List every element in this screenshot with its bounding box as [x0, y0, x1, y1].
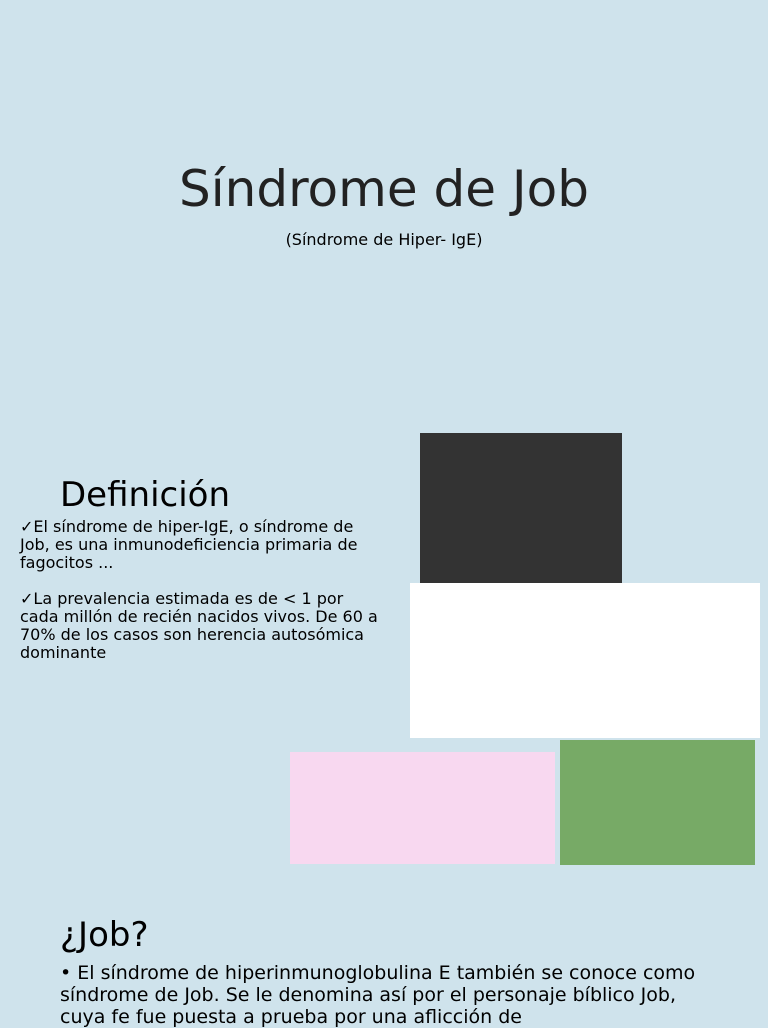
definition-text: ✓El síndrome de hiper-IgE, o síndrome de Job, es una inmunodeficiencia primaria de fagocitos ... ✓La prevalencia estimada es de < 1 por cada millón de recién nacidos vivos. De 60 a 70% de los casos son herencia autosómica dominante — [20, 517, 378, 662]
xray-image — [420, 433, 622, 583]
immunoglobulin-table — [410, 583, 760, 738]
definition-heading: Definición — [60, 475, 230, 515]
subtitle: (Síndrome de Hiper- IgE) — [285, 230, 483, 249]
job-text: • El síndrome de hiperinmunoglobulina E también se conoce como síndrome de Job. Se le denomina así por el personaje bíblico Job, cuya fe fue puesta a prueba por una aflicción de — [60, 962, 696, 1028]
inheritance-diagram — [290, 752, 555, 864]
bacteria-image — [560, 740, 755, 865]
job-heading: ¿Job? — [60, 915, 149, 955]
title: Síndrome de Job — [179, 160, 589, 218]
